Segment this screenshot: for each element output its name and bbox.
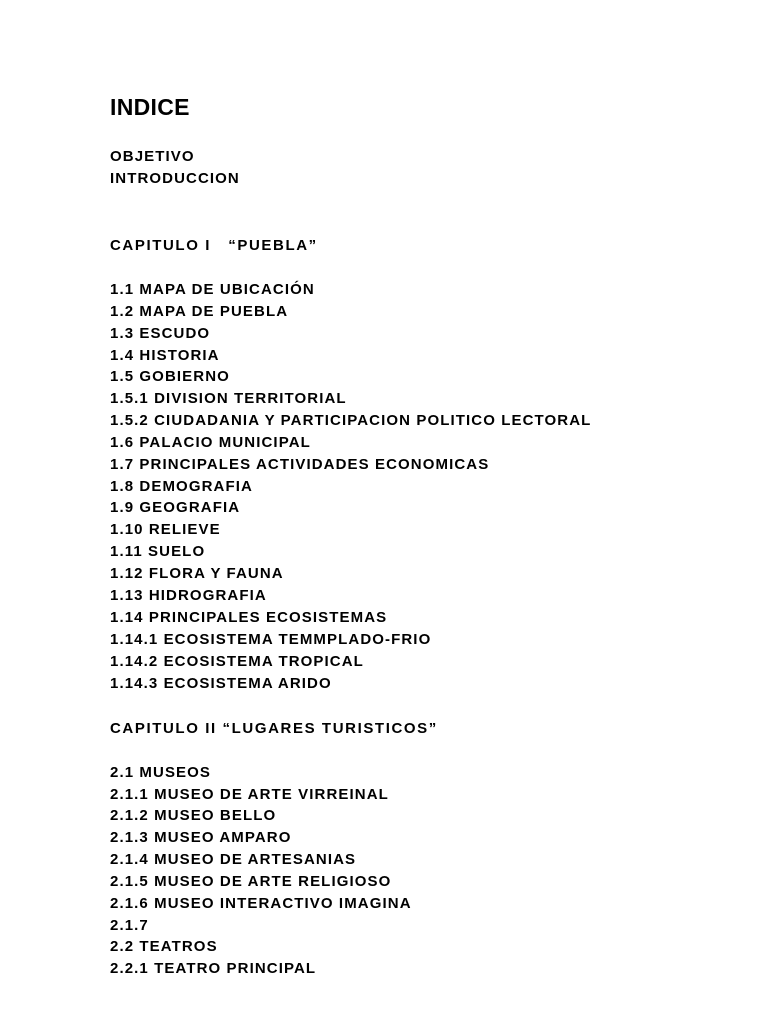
toc-entry: 2.1 MUSEOS <box>110 764 212 781</box>
toc-entry: 1.5 GOBIERNO <box>110 368 230 385</box>
toc-entry: 1.14.3 ECOSISTEMA ARIDO <box>110 675 332 692</box>
toc-entry-introduccion: INTRODUCCION <box>110 170 240 187</box>
toc-entry: 1.3 ESCUDO <box>110 325 211 342</box>
toc-entry: 1.14 PRINCIPALES ECOSISTEMAS <box>110 609 388 626</box>
toc-entry: 1.8 DEMOGRAFIA <box>110 478 253 495</box>
toc-entry: 1.5.2 CIUDADANIA Y PARTICIPACION POLITICO LECTORAL <box>110 412 592 429</box>
toc-entry: 2.1.2 MUSEO BELLO <box>110 807 277 824</box>
toc-entry: 1.14.2 ECOSISTEMA TROPICAL <box>110 653 364 670</box>
toc-entry-objetivo: OBJETIVO <box>110 148 195 165</box>
toc-entry: 1.7 PRINCIPALES ACTIVIDADES ECONOMICAS <box>110 456 490 473</box>
toc-entry: 1.14.1 ECOSISTEMA TEMMPLADO-FRIO <box>110 631 432 648</box>
toc-entry: 1.4 HISTORIA <box>110 347 220 364</box>
toc-entry: 2.1.3 MUSEO AMPARO <box>110 829 292 846</box>
toc-entry: 1.2 MAPA DE PUEBLA <box>110 303 289 320</box>
toc-entry: 2.1.1 MUSEO DE ARTE VIRREINAL <box>110 786 389 803</box>
toc-entry: 2.1.7 <box>110 917 149 934</box>
toc-entry: 2.2.1 TEATRO PRINCIPAL <box>110 960 317 977</box>
toc-entry: 1.6 PALACIO MUNICIPAL <box>110 434 311 451</box>
page-title: INDICE <box>110 94 190 120</box>
toc-entry: 1.10 RELIEVE <box>110 521 221 538</box>
toc-entry: 2.1.5 MUSEO DE ARTE RELIGIOSO <box>110 873 392 890</box>
toc-entry: 1.11 SUELO <box>110 543 206 560</box>
chapter-1-heading: CAPITULO I “PUEBLA” <box>110 237 318 254</box>
toc-entry: 1.5.1 DIVISION TERRITORIAL <box>110 390 347 407</box>
toc-entry: 2.1.4 MUSEO DE ARTESANIAS <box>110 851 357 868</box>
toc-entry: 2.1.6 MUSEO INTERACTIVO IMAGINA <box>110 895 412 912</box>
toc-entry: 1.13 HIDROGRAFIA <box>110 587 267 604</box>
toc-entry: 1.9 GEOGRAFIA <box>110 499 241 516</box>
toc-entry: 1.1 MAPA DE UBICACIÓN <box>110 281 315 298</box>
toc-entry: 1.12 FLORA Y FAUNA <box>110 565 284 582</box>
toc-entry: 2.2 TEATROS <box>110 938 218 955</box>
chapter-2-heading: CAPITULO II “LUGARES TURISTICOS” <box>110 720 438 737</box>
